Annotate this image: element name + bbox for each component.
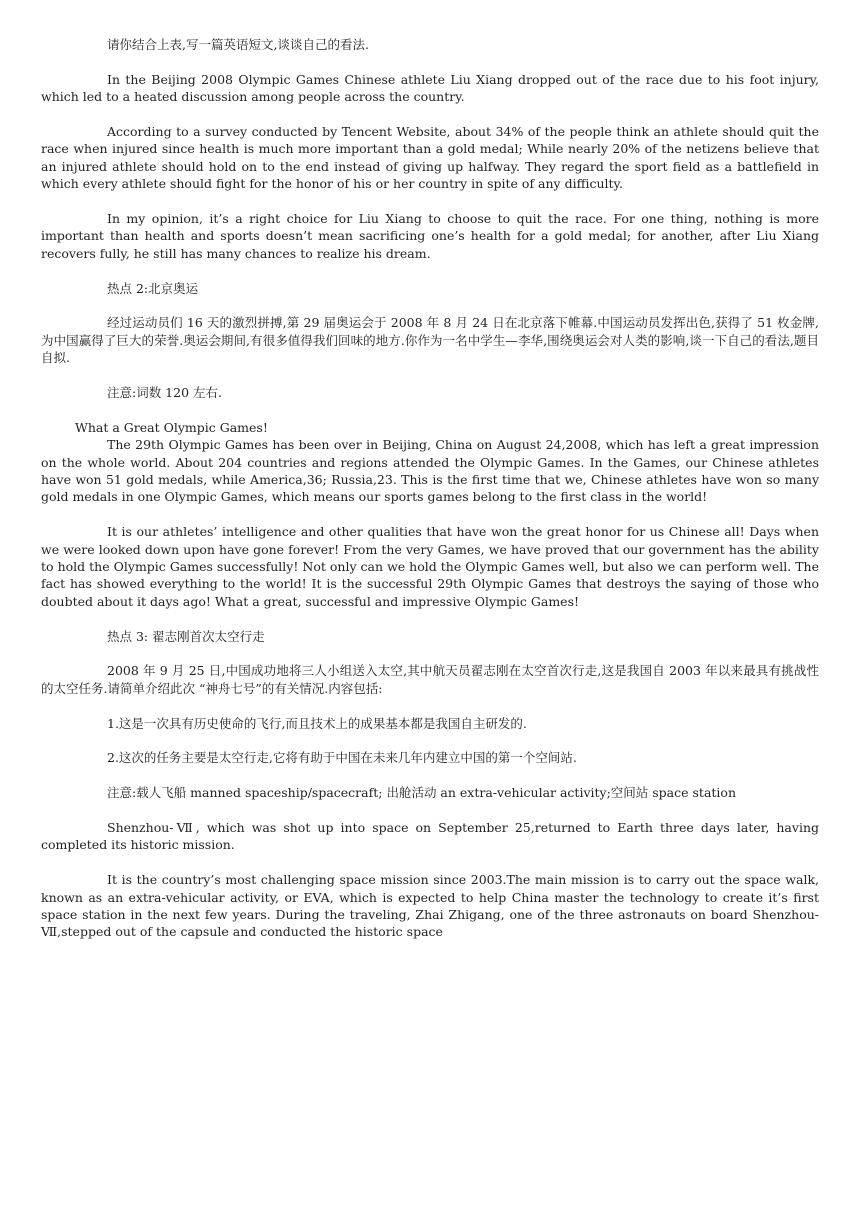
heading-hotspot-2: 热点 2:北京奥运 (107, 280, 199, 296)
paragraph-survey: According to a survey conducted by Tencent Website, about 34% of the people think an athlete should quit the race when injured since health is much more important than a gold medal; While nearly 20% of the netizens believe that an injured athlete should hold on to the end instead of giving up halfway. They regard the sport field as a battlefield in which every athlete should fight for the honor of his or her country in spite of any difficulty. (41, 124, 819, 192)
paragraph-olympics-essay-2: It is our athletes’ intelligence and other qualities that have won the great honor for us Chinese all! Days when we were looked down upon have gone forever! From the very Games, we have proved that our government has the ability to hold the Olympic Games successfully! Not only can we hold the Olympic Games well, but also we can perform well. The fact has showed everything to the world! It is the successful 29th Olympic Games that destroys the saying of those who doubted about it days ago! What a great, successful and impressive Olympic Games! (41, 524, 819, 609)
paragraph-olympics-essay-1: The 29th Olympic Games has been over in Beijing, China on August 24,2008, which has left a great impression on the whole world. About 204 countries and regions attended the Olympic Games. In the Games, our Chinese athletes have won 51 gold medals, while America,36; Russia,23. This is the first time that we, Chinese athletes have won so many gold medals in one Olympic Games, which means our sports games belong to the first class in the world! (41, 437, 819, 505)
heading-hotspot-3: 热点 3: 翟志刚首次太空行走 (107, 628, 265, 644)
paragraph-opinion: In my opinion, it’s a right choice for Liu Xiang to choose to quit the race. For one thing, nothing is more important than health and sports doesn’t mean sacrificing one’s health for a gold medal; for another, after Liu Xiang recovers fully, he still has many chances to realize his dream. (41, 211, 819, 261)
paragraph-olympics-prompt: 经过运动员们 16 天的激烈拼搏,第 29 届奥运会于 2008 年 8 月 24 日在北京落下帷幕.中国运动员发挥出色,获得了 51 枚金牌,为中国赢得了巨大的荣誉.奥运会期间,有很多值得我们回味的地方.你作为一名中学生—李华,围绕奥运会对人类的影响,谈一下自己的看法,题目自拟. (41, 315, 819, 366)
paragraph-shenzhou-essay-2: It is the country’s most challenging space mission since 2003.The main mission is to carry out the space walk, known as an extra-vehicular activity, or EVA, which is expected to help China master the technology to create it’s first space station in the next few years. During the traveling, Zhai Zhigang, one of the three astronauts on board Shenzhou-Ⅶ,stepped out of the capsule and conducted the historic space (41, 872, 819, 940)
paragraph-liu-xiang-intro: In the Beijing 2008 Olympic Games Chinese athlete Liu Xiang dropped out of the race due to his foot injury, which led to a heated discussion among people across the country. (41, 71, 819, 105)
paragraph-shenzhou-essay-1: Shenzhou-Ⅶ, which was shot up into space on September 25,returned to Earth three days later, having completed its historic mission. (41, 820, 819, 853)
paragraph-word-count-note: 注意:词数 120 左右. (107, 385, 222, 401)
paragraph-shenzhou-prompt: 2008 年 9 月 25 日,中国成功地将三人小组送入太空,其中航天员翟志刚在太空首次行走,这是我国自 2003 年以来最具有挑战性的太空任务.请简单介绍此次 “神舟七号”的有关情况.内容包括: (41, 663, 819, 696)
list-item-2: 2.这次的任务主要是太空行走,它将有助于中国在未来几年内建立中国的第一个空间站. (107, 750, 577, 766)
paragraph-vocabulary-note: 注意:载人飞船 manned spaceship/spacecraft; 出舱活动 an extra-vehicular activity;空间站 space station (107, 785, 736, 801)
list-item-1: 1.这是一次具有历史使命的飞行,而且技术上的成果基本都是我国自主研发的. (107, 715, 527, 731)
essay-title: What a Great Olympic Games! (75, 419, 268, 435)
paragraph-instruction: 请你结合上表,写一篇英语短文,谈谈自己的看法. (107, 37, 369, 52)
